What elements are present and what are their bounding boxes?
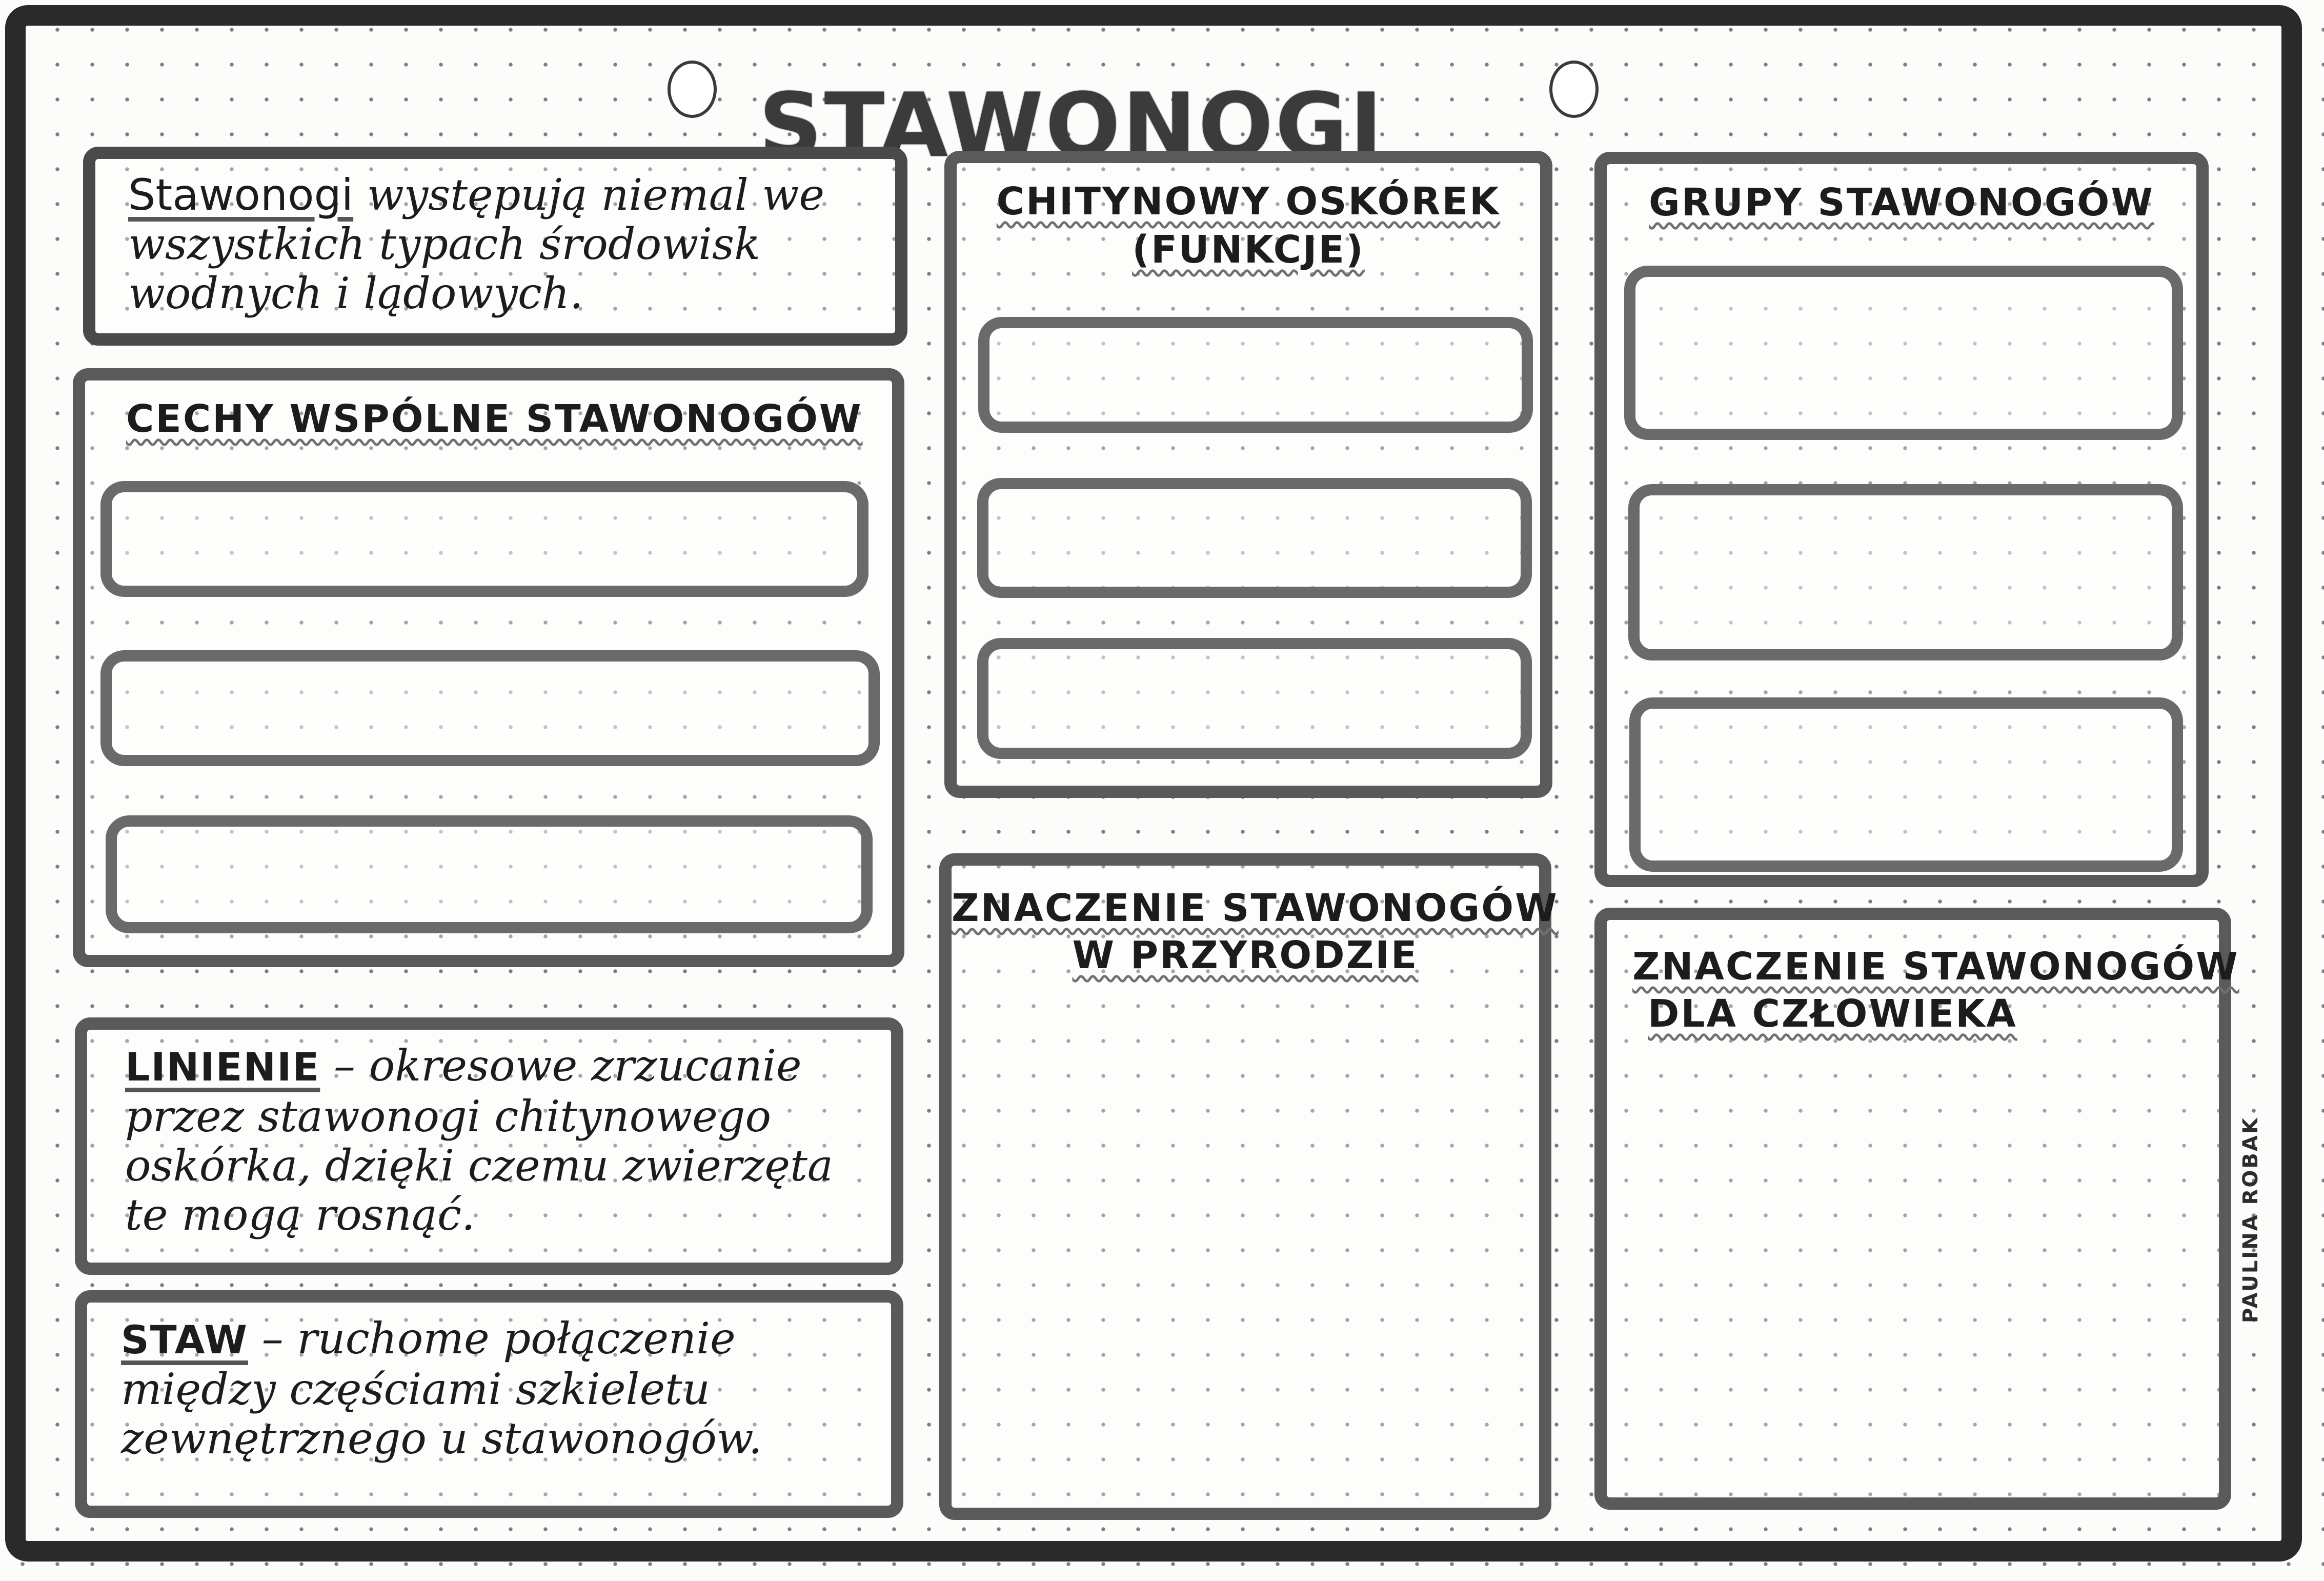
molting-term: LINIENIE [125, 1044, 320, 1090]
human-role-heading-line-2: DLA CZŁOWIEKA [1648, 992, 2017, 1036]
binder-hole-left [668, 61, 717, 118]
intro-term: Stawonogi [128, 170, 354, 220]
cuticle-heading-line-1: CHITYNOWY OSKÓREK [996, 179, 1501, 224]
arthropod-groups-card [1594, 152, 2209, 887]
author-signature: PAULINA ROBAK [2239, 1116, 2262, 1323]
joint-text [121, 1314, 890, 1463]
human-role-card [1594, 908, 2239, 1510]
nature-role-writing-area[interactable] [972, 999, 1521, 1491]
cuticle-slot-2 [977, 478, 1532, 598]
joint-card [75, 1290, 903, 1518]
arthropod-groups-slot-3 [1629, 697, 2183, 872]
joint-term: STAW [121, 1317, 248, 1363]
intro-definition: występują niemal we wszystkich typach środowisk wodnych i lądowych. [128, 170, 825, 318]
binder-hole-right [1549, 61, 1599, 118]
cuticle-slot-1 [978, 317, 1533, 433]
arthropod-groups-slot-1 [1624, 266, 2183, 440]
common-features-card [73, 368, 904, 967]
joint-definition: – ruchome połączenie między częściami szkieletu zewnętrznego u stawonogów. [121, 1313, 762, 1464]
molting-card [75, 1017, 903, 1275]
human-role-writing-area[interactable] [1627, 1058, 2201, 1479]
molting-text [125, 1041, 889, 1239]
intro-card [83, 147, 907, 346]
common-features-slot-2 [100, 650, 880, 766]
human-role-heading-line-1: ZNACZENIE STAWONOGÓW [1632, 945, 2239, 989]
cuticle-heading-line-2: (FUNKCJE) [1132, 228, 1365, 272]
cuticle-slot-3 [977, 638, 1532, 759]
arthropod-groups-heading: GRUPY STAWONOGÓW [1648, 181, 2154, 225]
molting-definition: – okresowe zrzucanie przez stawonogi chitynowego oskórka, dzięki czemu zwierzęta te mogą rosnąć. [125, 1040, 833, 1240]
nature-role-heading-line-2: W PRZYRODZIE [1072, 933, 1419, 977]
common-features-slot-3 [106, 815, 873, 933]
cuticle-functions-card [944, 151, 1552, 798]
nature-role-card [939, 853, 1559, 1520]
arthropod-groups-slot-2 [1628, 484, 2183, 661]
nature-role-heading-line-1: ZNACZENIE STAWONOGÓW [952, 886, 1559, 930]
page-title: STAWONOGI [759, 74, 1385, 177]
common-features-slot-1 [100, 481, 868, 597]
intro-text [128, 170, 877, 318]
common-features-heading: CECHY WSPÓLNE STAWONOGÓW [126, 397, 863, 441]
